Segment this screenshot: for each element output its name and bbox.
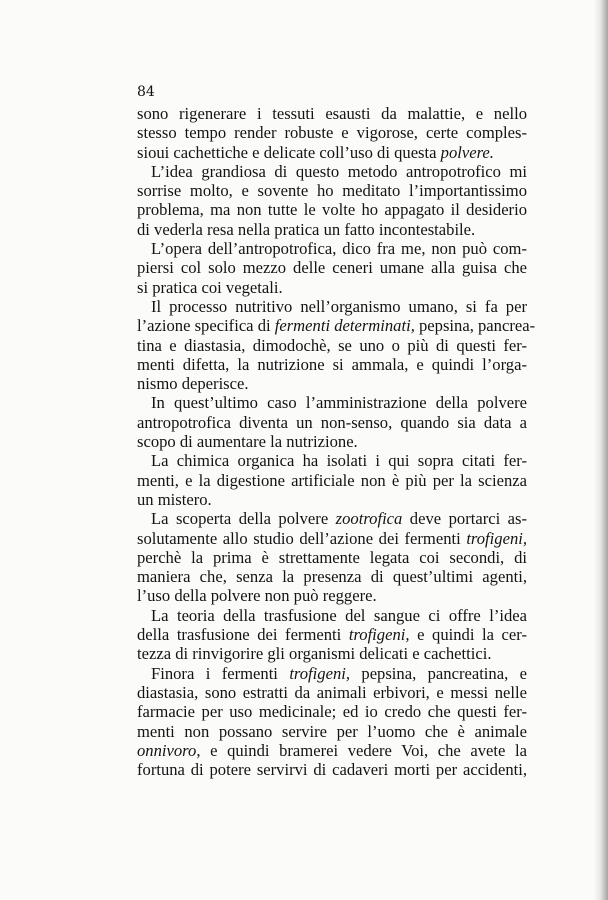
text-run: maniera che, senza la presenza di quest’ultimi agenti, <box>137 567 527 587</box>
text-line <box>137 297 527 316</box>
text-line <box>137 471 527 490</box>
italic-text: zootrofica <box>335 509 403 529</box>
text-line <box>137 741 527 760</box>
text-run: La scoperta della polvere <box>151 509 336 529</box>
text-run: antropotrofica diventa un non-senso, quando sia data a <box>137 412 527 432</box>
text-run: sioui cachettiche e delicate coll’uso di questa <box>137 142 441 162</box>
text-line <box>137 162 527 181</box>
text-line <box>137 393 527 412</box>
text-run: menti difetta, la nutrizione si ammala, e quindi l’orga- <box>137 354 527 374</box>
text-line <box>137 123 527 142</box>
text-line <box>137 702 527 721</box>
text-line <box>137 316 536 336</box>
text-run: farmacie per uso medicinale; ed io credo che questi fer- <box>137 702 527 722</box>
text-run: deve portarci as- <box>402 509 528 529</box>
text-run: solutamente allo studio dell’azione dei fermenti <box>137 528 467 548</box>
text-line <box>137 258 527 277</box>
text-line <box>137 432 527 451</box>
text-run: un mistero. <box>137 489 212 509</box>
text-line <box>137 722 527 741</box>
italic-text: trofigeni, <box>289 663 350 683</box>
text-line <box>137 374 527 393</box>
italic-text: trofigeni, <box>466 528 527 548</box>
text-line <box>137 683 527 702</box>
text-line <box>137 567 527 586</box>
text-run: sono rigenerare i tessuti esausti da malattie, e nello <box>137 104 527 123</box>
text-run: l’uso della polvere non può reggere. <box>137 586 377 606</box>
text-line <box>137 413 527 432</box>
text-line <box>137 336 527 355</box>
text-run: piersi col solo mezzo delle ceneri umane alla guisa che <box>137 258 527 278</box>
text-line <box>137 104 527 123</box>
text-line <box>137 606 527 625</box>
text-line <box>137 490 527 509</box>
text-line <box>137 509 527 528</box>
italic-text: onnivoro <box>137 740 197 760</box>
text-run: L’idea grandiosa di questo metodo antropotrofico mi <box>151 161 527 181</box>
text-run: , e quindi bramerei vedere Voi, che avete la <box>196 740 527 760</box>
text-run: fortuna di potere servirvi di cadaveri morti per accidenti, <box>137 760 527 780</box>
text-run: tezza di rinvigorire gli organismi delicati e cachettici. <box>137 644 492 664</box>
text-run: di vederla resa nella pratica un fatto incontestabile. <box>137 219 476 239</box>
text-run: La chimica organica ha isolati i qui sopra citati fer- <box>151 451 527 471</box>
page-number: 84 <box>137 84 155 100</box>
text-run: perchè la prima è strettamente legata coi secondi, di <box>137 547 527 567</box>
text-run: e quindi la cer- <box>409 625 527 645</box>
text-run: menti, e la digestione artificiale non è più per la scienza <box>137 470 527 490</box>
italic-text: fermenti determinati, <box>274 316 415 336</box>
text-run: La teoria della trasfusione del sangue ci offre l’idea <box>151 605 527 625</box>
italic-text: polvere. <box>440 142 494 162</box>
text-line <box>137 200 527 219</box>
italic-text: trofigeni, <box>348 625 410 645</box>
text-run: Finora i fermenti <box>151 663 290 683</box>
text-run: sorrise molto, e sovente ho meditato l’importantissimo <box>137 181 527 201</box>
text-line <box>137 548 527 567</box>
text-run: pepsina, pancrea- <box>414 316 536 336</box>
text-run: tina e diastasia, dimodochè, se uno o più di questi fer- <box>137 335 527 355</box>
text-line <box>137 586 527 605</box>
text-run: scopo di aumentare la nutrizione. <box>137 432 358 452</box>
text-run: nismo deperisce. <box>137 374 249 394</box>
text-line <box>137 278 527 297</box>
text-line <box>137 644 527 663</box>
text-line <box>137 760 527 779</box>
text-run: pepsina, pancreatina, e <box>350 663 527 683</box>
text-line <box>137 239 527 258</box>
text-line <box>137 451 527 470</box>
text-run: stesso tempo render robuste e vigorose, certe comples- <box>137 123 527 143</box>
text-line <box>137 529 527 548</box>
text-line <box>137 143 527 162</box>
text-run: diastasia, sono estratti da animali erbivori, e messi nelle <box>137 682 527 702</box>
text-line <box>137 181 527 200</box>
text-line <box>137 355 527 374</box>
text-run: si pratica coi vegetali. <box>137 277 283 297</box>
page-edge-shadow <box>594 0 608 900</box>
text-run: Il processo nutritivo nell’organismo umano, si fa per <box>151 296 527 316</box>
text-line <box>137 220 527 239</box>
text-run: menti non possano servire per l’uomo che è animale <box>137 721 527 741</box>
body-text <box>137 104 536 780</box>
text-line <box>137 664 527 683</box>
text-run: della trasfusione dei fermenti <box>137 625 349 645</box>
text-line <box>137 625 527 644</box>
text-run: l’azione specifica di <box>137 316 275 336</box>
text-run: problema, ma non tutte le volte ho appagato il desiderio <box>137 200 527 220</box>
text-run: L’opera dell’antropotrofica, dico fra me, non può com- <box>151 239 527 259</box>
text-run: In quest’ultimo caso l’amministrazione della polvere <box>151 393 527 413</box>
